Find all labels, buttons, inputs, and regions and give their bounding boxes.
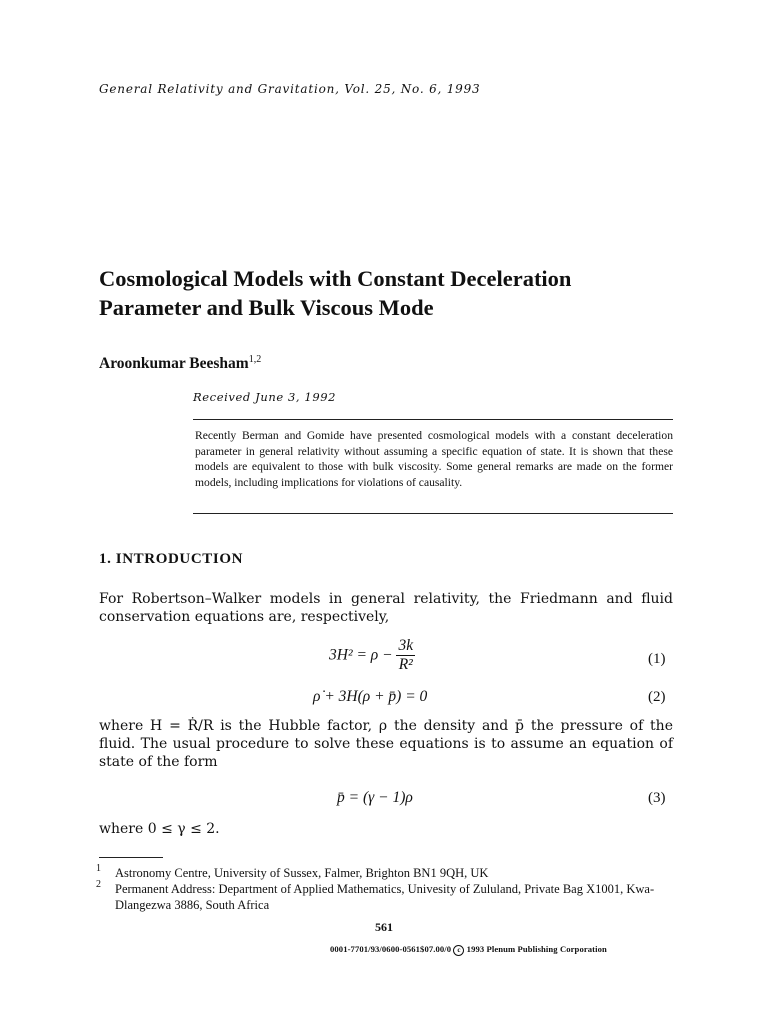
equation-3-number: (3) <box>648 790 666 806</box>
footnote-1-text: Astronomy Centre, University of Sussex, Falmer, Brighton BN1 9QH, UK <box>115 866 489 880</box>
equation-1 <box>329 637 415 674</box>
title-line-2: Parameter and Bulk Viscous Mode <box>99 295 434 320</box>
copyright-code: 0001-7701/93/0600-0561$07.00/0 <box>330 944 452 954</box>
footnote-1-mark: 1 <box>96 863 101 874</box>
equation-1-lhs: 3H² = ρ − <box>329 646 393 664</box>
abstract: Recently Berman and Gomide have presented cosmological models with a constant deceleration parameter in general relativity without assuming a specific equation of state. It is shown that these models are equivalent to those with bulk viscosity. Some general remarks are made on the former models, including implications for violations of causality. <box>195 429 673 489</box>
abstract-top-rule <box>193 419 673 420</box>
footnote-2-mark: 2 <box>96 879 101 890</box>
copyright-icon: c <box>453 945 464 956</box>
footnote-2 <box>96 879 679 913</box>
intro-paragraph-2: where H = Ṙ/R is the Hubble factor, ρ the density and p̄ the pressure of the fluid. The usual procedure to solve these equations is to assume an equation of state of the form <box>99 718 673 770</box>
footnote-rule <box>99 857 163 858</box>
intro-paragraph-3: where 0 ≤ γ ≤ 2. <box>99 821 220 837</box>
equation-2-number: (2) <box>648 689 666 705</box>
copyright-line <box>330 944 607 956</box>
copyright-publisher: 1993 Plenum Publishing Corporation <box>466 944 607 954</box>
footnote-1 <box>96 863 679 881</box>
equation-3: p̄ = (γ − 1)ρ <box>337 789 413 806</box>
equation-1-number: (1) <box>648 651 666 667</box>
author-affiliation-marks: 1,2 <box>248 354 262 365</box>
equation-1-fraction <box>396 637 415 674</box>
footnote-2-text: Permanent Address: Department of Applied Mathematics, Univesity of Zululand, Private Bag X1001, Kwa-Dlangezwa 3886, South Africa <box>115 882 655 912</box>
equation-1-numerator: 3k <box>398 637 414 654</box>
title-line-1: Cosmological Models with Constant Deceleration <box>99 266 572 291</box>
abstract-bottom-rule <box>193 513 673 514</box>
author-text: Aroonkumar Beesham <box>99 355 249 372</box>
section-heading: 1. INTRODUCTION <box>99 551 244 567</box>
equation-2: ρ̇ + 3H(ρ + p̄) = 0 <box>313 688 428 705</box>
author-name <box>99 354 261 373</box>
received-date: Received June 3, 1992 <box>193 390 337 404</box>
intro-paragraph-1: For Robertson–Walker models in general relativity, the Friedmann and fluid conservation equations are, respectively, <box>99 591 673 625</box>
equation-1-denominator: R² <box>396 655 415 674</box>
paper-title <box>99 264 699 322</box>
page-number: 561 <box>375 920 393 934</box>
journal-citation: General Relativity and Gravitation, Vol. 25, No. 6, 1993 <box>99 82 481 96</box>
